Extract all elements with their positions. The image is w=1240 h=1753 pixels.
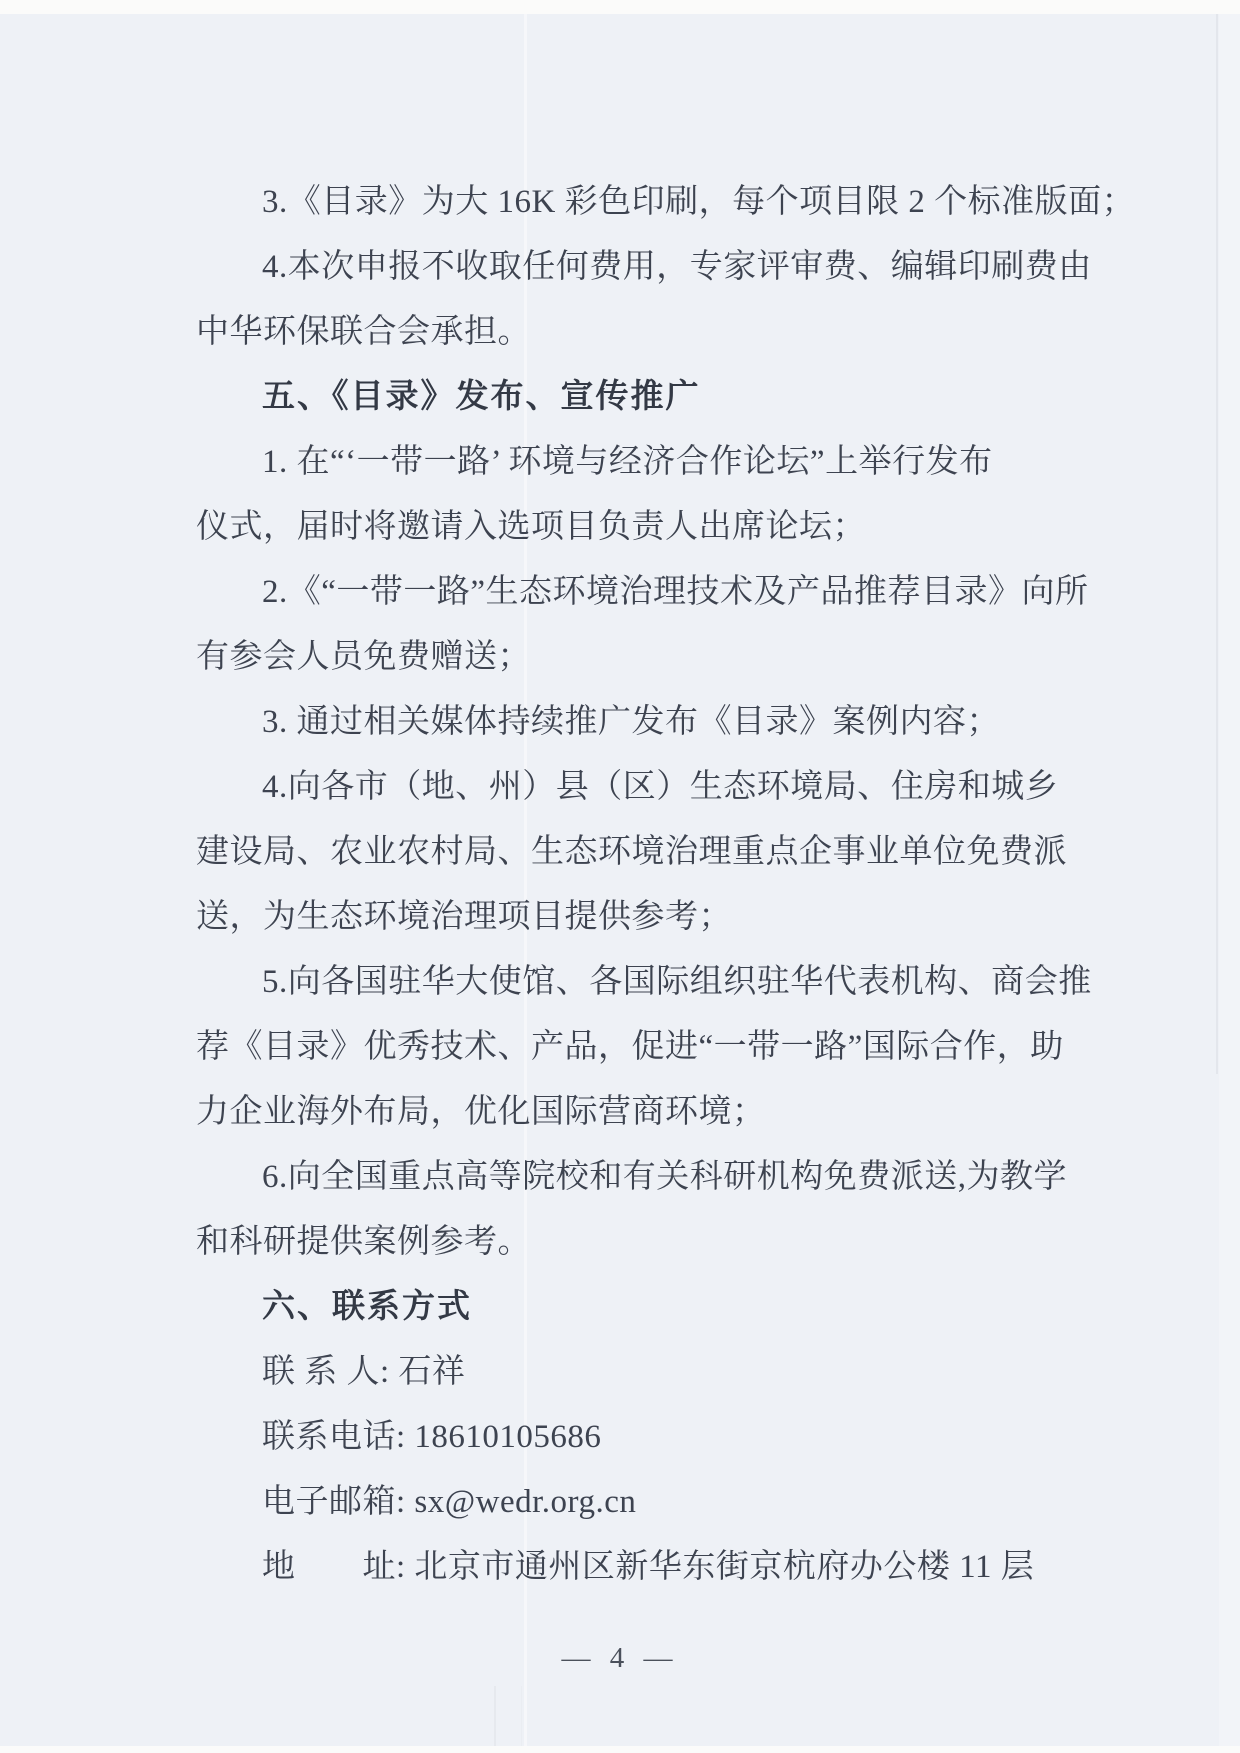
text-line: 中华环保联合会承担。 [196, 314, 531, 350]
text-line: 力企业海外布局，优化国际营商环境； [196, 1094, 766, 1130]
page-number: — 4 — [561, 1642, 679, 1674]
scan-streak [1219, 14, 1240, 1746]
text-line: 3. 通过相关媒体持续推广发布《目录》案例内容； [262, 704, 1000, 740]
scan-streak [494, 1686, 496, 1746]
text-line: 1. 在“‘一带一路’ 环境与经济合作论坛”上举行发布 [262, 444, 993, 480]
text-line: 送，为生态环境治理项目提供参考； [196, 899, 732, 935]
document-page [0, 14, 1240, 1746]
section-heading: 五、《目录》发布、宣传推广 [262, 379, 701, 415]
document-body [196, 170, 1136, 1600]
scan-streak [521, 1686, 522, 1746]
text-line: 4.本次申报不收取任何费用，专家评审费、编辑印刷费由 [262, 249, 1092, 285]
text-line: 5.向各国驻华大使馆、各国际组织驻华代表机构、商会推 [262, 964, 1092, 1000]
section-heading: 六、联系方式 [262, 1289, 472, 1325]
text-line: 电子邮箱: sx@wedr.org.cn [262, 1484, 637, 1520]
text-line: 有参会人员免费赠送； [196, 639, 531, 675]
text-line: 荐《目录》优秀技术、产品，促进“一带一路”国际合作，助 [196, 1029, 1064, 1065]
text-line: 和科研提供案例参考。 [196, 1224, 531, 1260]
text-line: 联 系 人: 石祥 [262, 1354, 466, 1390]
text-line: 建设局、农业农村局、生态环境治理重点企事业单位免费派 [196, 834, 1067, 870]
text-line: 联系电话: 18610105686 [262, 1419, 602, 1455]
scan-streak [1216, 14, 1218, 1074]
text-line: 6.向全国重点高等院校和有关科研机构免费派送,为教学 [262, 1159, 1067, 1195]
text-line: 地 址: 北京市通州区新华东街京杭府办公楼 11 层 [262, 1549, 1035, 1585]
text-line: 4.向各市（地、州）县（区）生态环境局、住房和城乡 [262, 769, 1059, 805]
text-line: 2.《“一带一路”生态环境治理技术及产品推荐目录》向所 [262, 574, 1089, 610]
text-line: 仪式，届时将邀请入选项目负责人出席论坛； [196, 509, 866, 545]
text-line: 3.《目录》为大 16K 彩色印刷，每个项目限 2 个标准版面； [262, 184, 1136, 220]
